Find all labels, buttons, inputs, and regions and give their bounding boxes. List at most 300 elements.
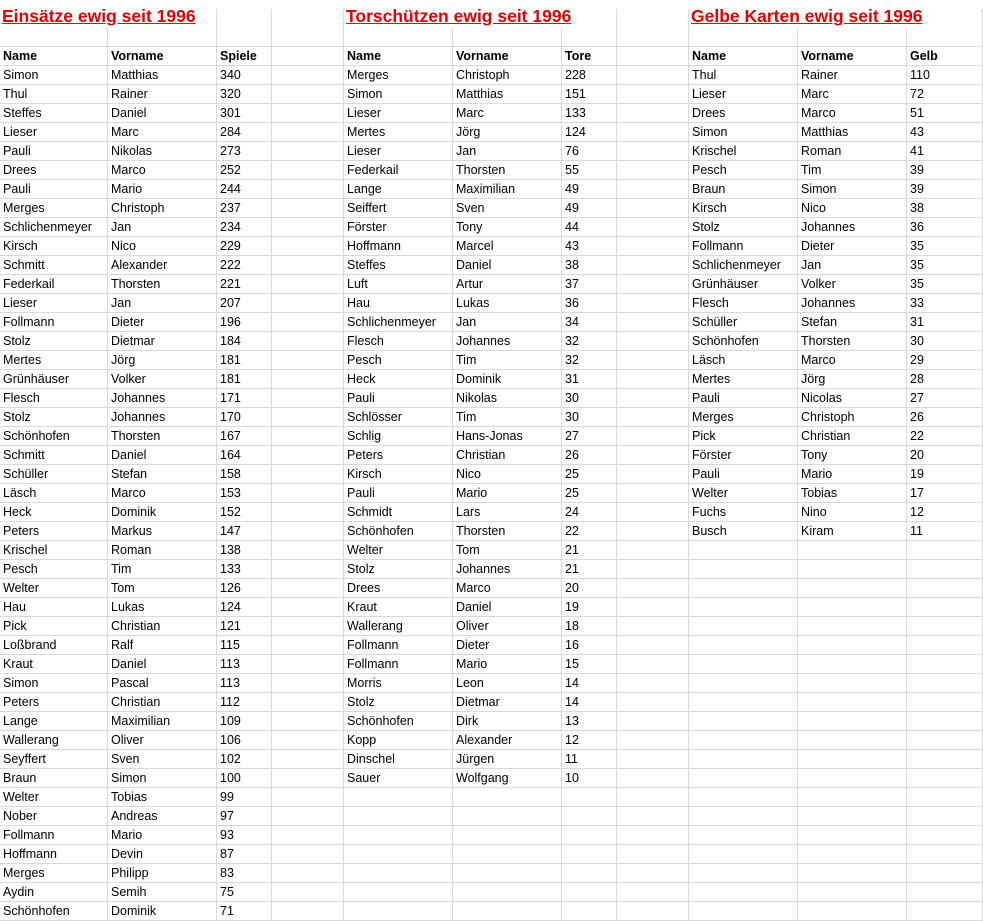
table-gelbe-karten-vorname-cell[interactable]: Nico xyxy=(798,199,907,218)
table-gelbe-karten-name-cell[interactable]: Braun xyxy=(689,180,798,199)
table-gelbe-karten-vorname-cell[interactable]: Dieter xyxy=(798,237,907,256)
table-torschuetzen-vorname-cell[interactable]: Nico xyxy=(453,465,562,484)
empty-cell[interactable] xyxy=(617,579,689,598)
empty-cell[interactable] xyxy=(562,826,617,845)
empty-cell[interactable] xyxy=(907,579,983,598)
table-einsaetze-spiele-cell[interactable]: 284 xyxy=(217,123,272,142)
empty-cell[interactable] xyxy=(562,864,617,883)
empty-cell[interactable] xyxy=(798,28,907,47)
table-einsaetze-spiele-cell[interactable]: 222 xyxy=(217,256,272,275)
table-einsaetze-vorname-cell[interactable]: Sven xyxy=(108,750,217,769)
table-einsaetze-spiele-cell[interactable]: 234 xyxy=(217,218,272,237)
table-einsaetze-name-cell[interactable]: Stolz xyxy=(0,332,108,351)
table-einsaetze-name-cell[interactable]: Schmitt xyxy=(0,256,108,275)
table-gelbe-karten-gelb-cell[interactable]: 31 xyxy=(907,313,983,332)
table-torschuetzen-tore-cell[interactable]: 32 xyxy=(562,351,617,370)
table-einsaetze-name-cell[interactable]: Kraut xyxy=(0,655,108,674)
table-gelbe-karten-name-cell[interactable]: Förster xyxy=(689,446,798,465)
table-einsaetze-vorname-cell[interactable]: Dietmar xyxy=(108,332,217,351)
empty-cell[interactable] xyxy=(907,541,983,560)
table-einsaetze-vorname-cell[interactable]: Pascal xyxy=(108,674,217,693)
table-torschuetzen-vorname-cell[interactable]: Nikolas xyxy=(453,389,562,408)
table-torschuetzen-tore-cell[interactable]: 13 xyxy=(562,712,617,731)
empty-cell[interactable] xyxy=(562,883,617,902)
table-einsaetze-header-spiele[interactable]: Spiele xyxy=(217,47,272,66)
table-gelbe-karten-gelb-cell[interactable]: 39 xyxy=(907,161,983,180)
empty-cell[interactable] xyxy=(617,769,689,788)
empty-cell[interactable] xyxy=(108,28,217,47)
empty-cell[interactable] xyxy=(689,560,798,579)
empty-cell[interactable] xyxy=(798,902,907,921)
table-torschuetzen-vorname-cell[interactable]: Thorsten xyxy=(453,161,562,180)
table-torschuetzen-tore-cell[interactable]: 76 xyxy=(562,142,617,161)
empty-cell[interactable] xyxy=(272,731,344,750)
empty-cell[interactable] xyxy=(798,617,907,636)
table-gelbe-karten-header-vorname[interactable]: Vorname xyxy=(798,47,907,66)
empty-cell[interactable] xyxy=(272,104,344,123)
table-gelbe-karten-gelb-cell[interactable]: 20 xyxy=(907,446,983,465)
table-einsaetze-vorname-cell[interactable]: Marco xyxy=(108,161,217,180)
empty-cell[interactable] xyxy=(272,560,344,579)
empty-cell[interactable] xyxy=(798,712,907,731)
empty-cell[interactable] xyxy=(798,579,907,598)
table-gelbe-karten-vorname-cell[interactable]: Mario xyxy=(798,465,907,484)
table-einsaetze-name-cell[interactable]: Lieser xyxy=(0,123,108,142)
table-einsaetze-name-cell[interactable]: Hoffmann xyxy=(0,845,108,864)
table-einsaetze-vorname-cell[interactable]: Oliver xyxy=(108,731,217,750)
empty-cell[interactable] xyxy=(689,731,798,750)
table-torschuetzen-tore-cell[interactable]: 34 xyxy=(562,313,617,332)
empty-cell[interactable] xyxy=(272,674,344,693)
empty-cell[interactable] xyxy=(798,541,907,560)
empty-cell[interactable] xyxy=(798,560,907,579)
table-einsaetze-spiele-cell[interactable]: 99 xyxy=(217,788,272,807)
table-einsaetze-spiele-cell[interactable]: 273 xyxy=(217,142,272,161)
table-einsaetze-vorname-cell[interactable]: Dominik xyxy=(108,902,217,921)
table-gelbe-karten-vorname-cell[interactable]: Tim xyxy=(798,161,907,180)
table-einsaetze-name-cell[interactable]: Steffes xyxy=(0,104,108,123)
empty-cell[interactable] xyxy=(907,712,983,731)
table-einsaetze-name-cell[interactable]: Pick xyxy=(0,617,108,636)
table-einsaetze-spiele-cell[interactable]: 196 xyxy=(217,313,272,332)
empty-cell[interactable] xyxy=(689,826,798,845)
table-einsaetze-name-cell[interactable]: Läsch xyxy=(0,484,108,503)
empty-cell[interactable] xyxy=(798,769,907,788)
empty-cell[interactable] xyxy=(217,28,272,47)
table-torschuetzen-vorname-cell[interactable]: Tom xyxy=(453,541,562,560)
table-torschuetzen-header-name[interactable]: Name xyxy=(344,47,453,66)
empty-cell[interactable] xyxy=(617,522,689,541)
empty-cell[interactable] xyxy=(272,845,344,864)
table-gelbe-karten-gelb-cell[interactable]: 22 xyxy=(907,427,983,446)
table-einsaetze-spiele-cell[interactable]: 71 xyxy=(217,902,272,921)
table-torschuetzen-name-cell[interactable]: Kirsch xyxy=(344,465,453,484)
empty-cell[interactable] xyxy=(617,389,689,408)
table-gelbe-karten-gelb-cell[interactable]: 12 xyxy=(907,503,983,522)
table-torschuetzen-tore-cell[interactable]: 151 xyxy=(562,85,617,104)
table-torschuetzen-name-cell[interactable]: Hau xyxy=(344,294,453,313)
empty-cell[interactable] xyxy=(617,902,689,921)
empty-cell[interactable] xyxy=(617,484,689,503)
table-torschuetzen-vorname-cell[interactable]: Dietmar xyxy=(453,693,562,712)
table-torschuetzen-header-vorname[interactable]: Vorname xyxy=(453,47,562,66)
table-einsaetze-spiele-cell[interactable]: 133 xyxy=(217,560,272,579)
empty-cell[interactable] xyxy=(0,28,108,47)
table-einsaetze-spiele-cell[interactable]: 301 xyxy=(217,104,272,123)
table-einsaetze-vorname-cell[interactable]: Matthias xyxy=(108,66,217,85)
empty-cell[interactable] xyxy=(272,256,344,275)
table-torschuetzen-tore-cell[interactable]: 14 xyxy=(562,674,617,693)
table-torschuetzen-vorname-cell[interactable]: Maximilian xyxy=(453,180,562,199)
table-einsaetze-vorname-cell[interactable]: Mario xyxy=(108,826,217,845)
table-gelbe-karten-vorname-cell[interactable]: Johannes xyxy=(798,294,907,313)
empty-cell[interactable] xyxy=(272,712,344,731)
empty-cell[interactable] xyxy=(617,693,689,712)
table-einsaetze-name-cell[interactable]: Seyffert xyxy=(0,750,108,769)
empty-cell[interactable] xyxy=(617,617,689,636)
table-torschuetzen-name-cell[interactable]: Sauer xyxy=(344,769,453,788)
empty-cell[interactable] xyxy=(272,465,344,484)
table-torschuetzen-vorname-cell[interactable]: Lukas xyxy=(453,294,562,313)
empty-cell[interactable] xyxy=(272,864,344,883)
empty-cell[interactable] xyxy=(617,560,689,579)
table-torschuetzen-name-cell[interactable]: Pauli xyxy=(344,389,453,408)
table-einsaetze-spiele-cell[interactable]: 153 xyxy=(217,484,272,503)
table-gelbe-karten-vorname-cell[interactable]: Nino xyxy=(798,503,907,522)
table-torschuetzen-name-cell[interactable]: Flesch xyxy=(344,332,453,351)
table-torschuetzen-name-cell[interactable]: Kopp xyxy=(344,731,453,750)
table-torschuetzen-name-cell[interactable]: Pauli xyxy=(344,484,453,503)
empty-cell[interactable] xyxy=(453,28,562,47)
empty-cell[interactable] xyxy=(617,465,689,484)
empty-cell[interactable] xyxy=(798,864,907,883)
table-torschuetzen-tore-cell[interactable]: 11 xyxy=(562,750,617,769)
table-gelbe-karten-vorname-cell[interactable]: Rainer xyxy=(798,66,907,85)
empty-cell[interactable] xyxy=(344,788,453,807)
empty-cell[interactable] xyxy=(907,731,983,750)
table-gelbe-karten-gelb-cell[interactable]: 38 xyxy=(907,199,983,218)
table-einsaetze-spiele-cell[interactable]: 171 xyxy=(217,389,272,408)
empty-cell[interactable] xyxy=(453,788,562,807)
table-gelbe-karten-vorname-cell[interactable]: Christoph xyxy=(798,408,907,427)
table-gelbe-karten-gelb-cell[interactable]: 110 xyxy=(907,66,983,85)
table-torschuetzen-tore-cell[interactable]: 43 xyxy=(562,237,617,256)
table-einsaetze-vorname-cell[interactable]: Nikolas xyxy=(108,142,217,161)
empty-cell[interactable] xyxy=(272,655,344,674)
table-gelbe-karten-name-cell[interactable]: Simon xyxy=(689,123,798,142)
table-torschuetzen-tore-cell[interactable]: 133 xyxy=(562,104,617,123)
empty-cell[interactable] xyxy=(562,845,617,864)
empty-cell[interactable] xyxy=(617,408,689,427)
table-gelbe-karten-name-cell[interactable]: Läsch xyxy=(689,351,798,370)
table-gelbe-karten-name-cell[interactable]: Stolz xyxy=(689,218,798,237)
table-einsaetze-vorname-cell[interactable]: Jan xyxy=(108,218,217,237)
empty-cell[interactable] xyxy=(272,636,344,655)
empty-cell[interactable] xyxy=(272,503,344,522)
table-torschuetzen-tore-cell[interactable]: 49 xyxy=(562,199,617,218)
table-torschuetzen-tore-cell[interactable]: 24 xyxy=(562,503,617,522)
table-gelbe-karten-vorname-cell[interactable]: Jörg xyxy=(798,370,907,389)
table-gelbe-karten-gelb-cell[interactable]: 30 xyxy=(907,332,983,351)
empty-cell[interactable] xyxy=(689,769,798,788)
empty-cell[interactable] xyxy=(617,598,689,617)
empty-cell[interactable] xyxy=(617,256,689,275)
table-torschuetzen-tore-cell[interactable]: 32 xyxy=(562,332,617,351)
table-einsaetze-vorname-cell[interactable]: Lukas xyxy=(108,598,217,617)
table-einsaetze-name-cell[interactable]: Federkail xyxy=(0,275,108,294)
empty-cell[interactable] xyxy=(689,750,798,769)
table-einsaetze-spiele-cell[interactable]: 102 xyxy=(217,750,272,769)
table-torschuetzen-name-cell[interactable]: Seiffert xyxy=(344,199,453,218)
table-einsaetze-spiele-cell[interactable]: 164 xyxy=(217,446,272,465)
table-gelbe-karten-gelb-cell[interactable]: 36 xyxy=(907,218,983,237)
table-torschuetzen-tore-cell[interactable]: 10 xyxy=(562,769,617,788)
empty-cell[interactable] xyxy=(798,826,907,845)
table-einsaetze-name-cell[interactable]: Pesch xyxy=(0,560,108,579)
table-torschuetzen-name-cell[interactable]: Follmann xyxy=(344,636,453,655)
table-einsaetze-name-cell[interactable]: Schönhofen xyxy=(0,902,108,921)
table-einsaetze-name-cell[interactable]: Mertes xyxy=(0,351,108,370)
table-einsaetze-vorname-cell[interactable]: Dieter xyxy=(108,313,217,332)
table-torschuetzen-vorname-cell[interactable]: Tony xyxy=(453,218,562,237)
table-gelbe-karten-gelb-cell[interactable]: 35 xyxy=(907,237,983,256)
empty-cell[interactable] xyxy=(798,674,907,693)
table-einsaetze-vorname-cell[interactable]: Johannes xyxy=(108,408,217,427)
table-torschuetzen-vorname-cell[interactable]: Marc xyxy=(453,104,562,123)
table-einsaetze-spiele-cell[interactable]: 83 xyxy=(217,864,272,883)
table-gelbe-karten-vorname-cell[interactable]: Tony xyxy=(798,446,907,465)
table-einsaetze-vorname-cell[interactable]: Johannes xyxy=(108,389,217,408)
empty-cell[interactable] xyxy=(453,883,562,902)
table-gelbe-karten-vorname-cell[interactable]: Stefan xyxy=(798,313,907,332)
empty-cell[interactable] xyxy=(272,370,344,389)
table-einsaetze-spiele-cell[interactable]: 152 xyxy=(217,503,272,522)
table-gelbe-karten-vorname-cell[interactable]: Volker xyxy=(798,275,907,294)
table-torschuetzen-tore-cell[interactable]: 36 xyxy=(562,294,617,313)
empty-cell[interactable] xyxy=(272,218,344,237)
table-einsaetze-vorname-cell[interactable]: Ralf xyxy=(108,636,217,655)
table-einsaetze-vorname-cell[interactable]: Jörg xyxy=(108,351,217,370)
table-gelbe-karten-gelb-cell[interactable]: 29 xyxy=(907,351,983,370)
table-torschuetzen-name-cell[interactable]: Merges xyxy=(344,66,453,85)
table-gelbe-karten-name-cell[interactable]: Thul xyxy=(689,66,798,85)
empty-cell[interactable] xyxy=(344,28,453,47)
table-torschuetzen-tore-cell[interactable]: 19 xyxy=(562,598,617,617)
table-gelbe-karten-vorname-cell[interactable]: Jan xyxy=(798,256,907,275)
table-gelbe-karten-gelb-cell[interactable]: 72 xyxy=(907,85,983,104)
table-torschuetzen-name-cell[interactable]: Federkail xyxy=(344,161,453,180)
table-einsaetze-spiele-cell[interactable]: 181 xyxy=(217,370,272,389)
empty-cell[interactable] xyxy=(617,503,689,522)
empty-cell[interactable] xyxy=(689,655,798,674)
table-einsaetze-name-cell[interactable]: Nober xyxy=(0,807,108,826)
table-einsaetze-spiele-cell[interactable]: 113 xyxy=(217,655,272,674)
empty-cell[interactable] xyxy=(689,807,798,826)
empty-cell[interactable] xyxy=(562,28,617,47)
empty-cell[interactable] xyxy=(907,845,983,864)
table-gelbe-karten-name-cell[interactable]: Drees xyxy=(689,104,798,123)
table-einsaetze-name-cell[interactable]: Merges xyxy=(0,199,108,218)
table-einsaetze-name-cell[interactable]: Schmitt xyxy=(0,446,108,465)
table-einsaetze-name-cell[interactable]: Pauli xyxy=(0,142,108,161)
table-torschuetzen-name-cell[interactable]: Schlösser xyxy=(344,408,453,427)
table-torschuetzen-vorname-cell[interactable]: Dieter xyxy=(453,636,562,655)
table-einsaetze-name-cell[interactable]: Heck xyxy=(0,503,108,522)
table-einsaetze-spiele-cell[interactable]: 112 xyxy=(217,693,272,712)
table-torschuetzen-name-cell[interactable]: Heck xyxy=(344,370,453,389)
table-einsaetze-spiele-cell[interactable]: 207 xyxy=(217,294,272,313)
empty-cell[interactable] xyxy=(272,294,344,313)
table-einsaetze-vorname-cell[interactable]: Mario xyxy=(108,180,217,199)
empty-cell[interactable] xyxy=(272,788,344,807)
empty-cell[interactable] xyxy=(617,237,689,256)
table-torschuetzen-tore-cell[interactable]: 27 xyxy=(562,427,617,446)
table-torschuetzen-name-cell[interactable]: Wallerang xyxy=(344,617,453,636)
table-gelbe-karten-gelb-cell[interactable]: 33 xyxy=(907,294,983,313)
table-einsaetze-name-cell[interactable]: Simon xyxy=(0,674,108,693)
empty-cell[interactable] xyxy=(562,902,617,921)
empty-cell[interactable] xyxy=(453,826,562,845)
empty-cell[interactable] xyxy=(617,313,689,332)
empty-cell[interactable] xyxy=(798,883,907,902)
table-torschuetzen-name-cell[interactable]: Schönhofen xyxy=(344,712,453,731)
empty-cell[interactable] xyxy=(272,47,344,66)
table-gelbe-karten-header-gelb[interactable]: Gelb xyxy=(907,47,983,66)
table-torschuetzen-tore-cell[interactable]: 21 xyxy=(562,541,617,560)
table-gelbe-karten-vorname-cell[interactable]: Matthias xyxy=(798,123,907,142)
empty-cell[interactable] xyxy=(617,864,689,883)
table-torschuetzen-name-cell[interactable]: Schlig xyxy=(344,427,453,446)
table-torschuetzen-name-cell[interactable]: Förster xyxy=(344,218,453,237)
empty-cell[interactable] xyxy=(617,750,689,769)
table-torschuetzen-tore-cell[interactable]: 15 xyxy=(562,655,617,674)
empty-cell[interactable] xyxy=(617,541,689,560)
empty-cell[interactable] xyxy=(907,864,983,883)
table-einsaetze-vorname-cell[interactable]: Marc xyxy=(108,123,217,142)
empty-cell[interactable] xyxy=(453,845,562,864)
table-einsaetze-name-cell[interactable]: Thul xyxy=(0,85,108,104)
table-einsaetze-spiele-cell[interactable]: 340 xyxy=(217,66,272,85)
empty-cell[interactable] xyxy=(453,864,562,883)
empty-cell[interactable] xyxy=(272,28,344,47)
table-torschuetzen-tore-cell[interactable]: 25 xyxy=(562,465,617,484)
table-einsaetze-vorname-cell[interactable]: Jan xyxy=(108,294,217,313)
empty-cell[interactable] xyxy=(272,826,344,845)
table-einsaetze-name-cell[interactable]: Stolz xyxy=(0,408,108,427)
empty-cell[interactable] xyxy=(617,294,689,313)
table-torschuetzen-name-cell[interactable]: Dinschel xyxy=(344,750,453,769)
table-torschuetzen-header-tore[interactable]: Tore xyxy=(562,47,617,66)
empty-cell[interactable] xyxy=(617,180,689,199)
table-gelbe-karten-vorname-cell[interactable]: Roman xyxy=(798,142,907,161)
table-torschuetzen-name-cell[interactable]: Hoffmann xyxy=(344,237,453,256)
empty-cell[interactable] xyxy=(272,332,344,351)
table-torschuetzen-name-cell[interactable]: Mertes xyxy=(344,123,453,142)
empty-cell[interactable] xyxy=(617,655,689,674)
empty-cell[interactable] xyxy=(344,826,453,845)
table-torschuetzen-vorname-cell[interactable]: Mario xyxy=(453,655,562,674)
table-gelbe-karten-gelb-cell[interactable]: 35 xyxy=(907,275,983,294)
table-einsaetze-vorname-cell[interactable]: Nico xyxy=(108,237,217,256)
empty-cell[interactable] xyxy=(617,275,689,294)
empty-cell[interactable] xyxy=(798,598,907,617)
table-einsaetze-vorname-cell[interactable]: Christian xyxy=(108,617,217,636)
table-gelbe-karten-name-cell[interactable]: Schönhofen xyxy=(689,332,798,351)
table-torschuetzen-vorname-cell[interactable]: Alexander xyxy=(453,731,562,750)
empty-cell[interactable] xyxy=(617,427,689,446)
table-einsaetze-name-cell[interactable]: Lieser xyxy=(0,294,108,313)
empty-cell[interactable] xyxy=(617,66,689,85)
empty-cell[interactable] xyxy=(798,693,907,712)
table-gelbe-karten-name-cell[interactable]: Grünhäuser xyxy=(689,275,798,294)
table-torschuetzen-name-cell[interactable]: Pesch xyxy=(344,351,453,370)
table-gelbe-karten-name-cell[interactable]: Welter xyxy=(689,484,798,503)
empty-cell[interactable] xyxy=(617,104,689,123)
empty-cell[interactable] xyxy=(907,28,983,47)
table-gelbe-karten-name-cell[interactable]: Mertes xyxy=(689,370,798,389)
table-torschuetzen-name-cell[interactable]: Morris xyxy=(344,674,453,693)
table-gelbe-karten-name-cell[interactable]: Fuchs xyxy=(689,503,798,522)
table-gelbe-karten-vorname-cell[interactable]: Simon xyxy=(798,180,907,199)
table-torschuetzen-vorname-cell[interactable]: Jörg xyxy=(453,123,562,142)
empty-cell[interactable] xyxy=(689,788,798,807)
table-gelbe-karten-gelb-cell[interactable]: 43 xyxy=(907,123,983,142)
empty-cell[interactable] xyxy=(617,161,689,180)
empty-cell[interactable] xyxy=(344,883,453,902)
empty-cell[interactable] xyxy=(907,655,983,674)
table-einsaetze-spiele-cell[interactable]: 93 xyxy=(217,826,272,845)
table-einsaetze-header-name[interactable]: Name xyxy=(0,47,108,66)
table-torschuetzen-vorname-cell[interactable]: Artur xyxy=(453,275,562,294)
table-gelbe-karten-name-cell[interactable]: Schlichenmeyer xyxy=(689,256,798,275)
table-einsaetze-spiele-cell[interactable]: 184 xyxy=(217,332,272,351)
empty-cell[interactable] xyxy=(907,807,983,826)
table-einsaetze-vorname-cell[interactable]: Daniel xyxy=(108,104,217,123)
empty-cell[interactable] xyxy=(617,446,689,465)
table-einsaetze-spiele-cell[interactable]: 320 xyxy=(217,85,272,104)
table-einsaetze-name-cell[interactable]: Lange xyxy=(0,712,108,731)
table-gelbe-karten-name-cell[interactable]: Pauli xyxy=(689,465,798,484)
empty-cell[interactable] xyxy=(617,370,689,389)
table-einsaetze-vorname-cell[interactable]: Simon xyxy=(108,769,217,788)
table-torschuetzen-vorname-cell[interactable]: Oliver xyxy=(453,617,562,636)
table-einsaetze-name-cell[interactable]: Schüller xyxy=(0,465,108,484)
empty-cell[interactable] xyxy=(272,484,344,503)
empty-cell[interactable] xyxy=(272,427,344,446)
empty-cell[interactable] xyxy=(272,85,344,104)
empty-cell[interactable] xyxy=(689,617,798,636)
empty-cell[interactable] xyxy=(798,636,907,655)
table-gelbe-karten-gelb-cell[interactable]: 11 xyxy=(907,522,983,541)
table-einsaetze-spiele-cell[interactable]: 113 xyxy=(217,674,272,693)
empty-cell[interactable] xyxy=(617,47,689,66)
empty-cell[interactable] xyxy=(272,351,344,370)
table-einsaetze-name-cell[interactable]: Schönhofen xyxy=(0,427,108,446)
empty-cell[interactable] xyxy=(617,731,689,750)
empty-cell[interactable] xyxy=(272,9,344,28)
table-torschuetzen-tore-cell[interactable]: 55 xyxy=(562,161,617,180)
empty-cell[interactable] xyxy=(798,788,907,807)
empty-cell[interactable] xyxy=(689,674,798,693)
table-gelbe-karten-name-cell[interactable]: Pick xyxy=(689,427,798,446)
table-torschuetzen-vorname-cell[interactable]: Tim xyxy=(453,408,562,427)
table-gelbe-karten-gelb-cell[interactable]: 39 xyxy=(907,180,983,199)
table-gelbe-karten-name-cell[interactable]: Follmann xyxy=(689,237,798,256)
table-einsaetze-name-cell[interactable]: Welter xyxy=(0,788,108,807)
table-einsaetze-spiele-cell[interactable]: 221 xyxy=(217,275,272,294)
table-einsaetze-name-cell[interactable]: Hau xyxy=(0,598,108,617)
empty-cell[interactable] xyxy=(617,351,689,370)
